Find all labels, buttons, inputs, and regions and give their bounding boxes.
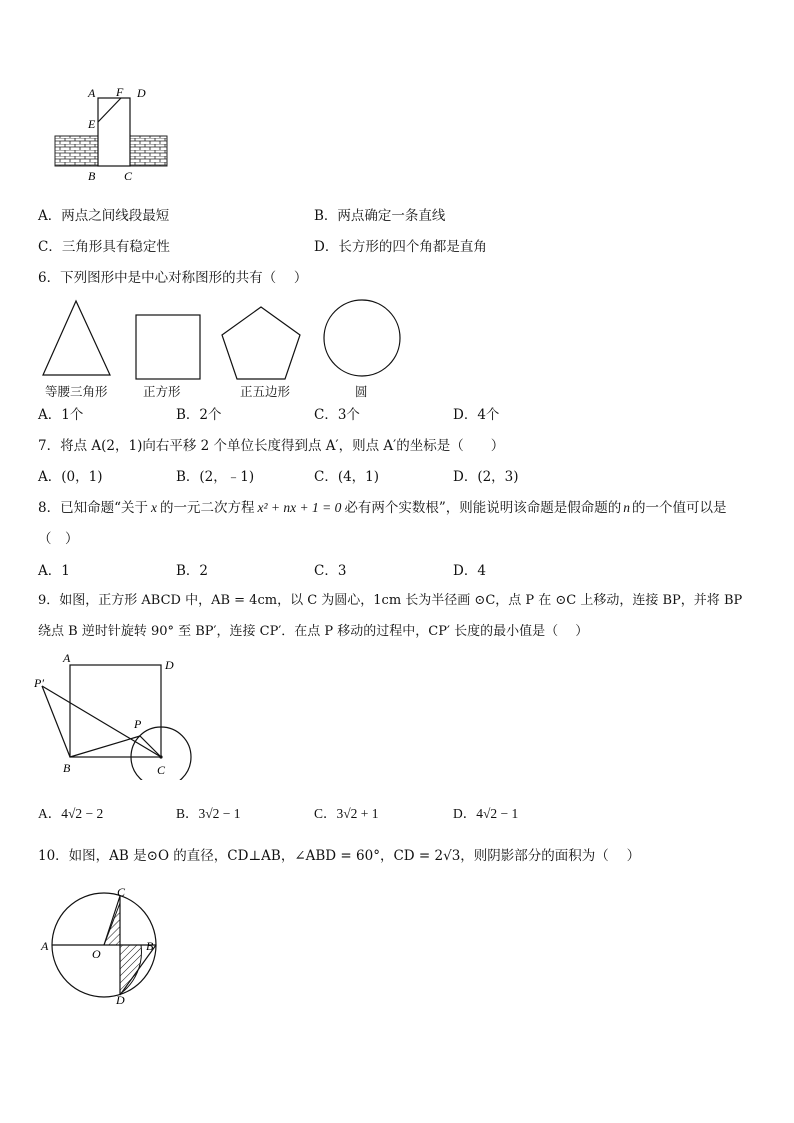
q7-stem: 7．将点 A(2，1)向右平移 2 个单位长度得到点 A′，则点 A′的坐标是（ ） [38, 438, 505, 454]
label-a: A [88, 86, 96, 100]
q9-option-c: C．3√2 + 1 [314, 806, 379, 821]
label-b: B [146, 939, 154, 953]
segment-p-prime-c [42, 686, 161, 757]
label-circle: 圆 [355, 384, 368, 399]
label-f: F [116, 85, 124, 99]
isosceles-triangle-shape [43, 301, 110, 375]
q6-option-c: C．3个 [314, 407, 360, 423]
door-rectangle [98, 98, 130, 166]
q8-option-d: D．4 [453, 563, 486, 579]
q5-option-c: C．三角形具有稳定性 [38, 239, 170, 255]
label-p: P [134, 717, 142, 731]
q9-option-b: B．3√2 − 1 [176, 806, 241, 821]
label-e: E [88, 117, 96, 131]
label-c: C [157, 763, 166, 777]
q5-option-b: B．两点确定一条直线 [314, 208, 446, 224]
q9-option-d: D．4√2 − 1 [453, 806, 519, 821]
q5-option-d: D．长方形的四个角都是直角 [314, 239, 487, 255]
pentagon-shape [222, 307, 300, 379]
label-b: B [88, 169, 96, 183]
label-a: A [63, 651, 71, 665]
brick-wall-right [130, 136, 167, 166]
label-p-prime: P′ [34, 676, 44, 690]
q7-option-c: C．(4，1) [314, 469, 380, 485]
q8-stem-part4: 的一个值可以是 [632, 500, 727, 516]
q10-figure [38, 888, 168, 1006]
q8-option-b: B．2 [176, 563, 209, 579]
label-d: D [165, 658, 174, 672]
brick-wall-left [55, 136, 98, 166]
q5-figure [50, 84, 180, 188]
point-c-dot [159, 755, 162, 758]
q9-figure [30, 650, 200, 780]
q8-stem-part3: 必有两个实数根”，则能说明该命题是假命题的 [344, 500, 622, 516]
q5-option-a: A．两点之间线段最短 [38, 208, 170, 224]
q8-option-a: A．1 [38, 563, 70, 579]
label-d: D [116, 993, 125, 1006]
label-square: 正方形 [143, 384, 181, 399]
q6-option-a: A．1个 [38, 407, 84, 423]
label-pentagon: 正五边形 [240, 384, 291, 399]
label-o: O [92, 947, 101, 961]
q10-stem: 10．如图，AB 是⊙O 的直径，CD⊥AB，∠ABD = 60°，CD = 2√3，则阴影部分的面积为（ ） [38, 848, 641, 864]
q8-equation: x² + nx + 1 = 0 [257, 500, 342, 515]
label-d: D [137, 86, 146, 100]
label-a: A [41, 939, 49, 953]
segment-bp-prime [42, 686, 70, 757]
q8-stem-line1 [38, 500, 727, 516]
q9-stem-line1: 9．如图，正方形 ABCD 中，AB = 4cm，以 C 为圆心，1cm 长为半径画 ⊙C，点 P 在 ⊙C 上移动，连接 BP，并将 BP [38, 593, 743, 608]
square-shape [136, 315, 200, 379]
q8-stem-line2: （ ） [38, 531, 79, 547]
q9-stem-line2: 绕点 B 逆时针旋转 90° 至 BP′，连接 CP′．在点 P 移动的过程中，CP′ 长度的最小值是（ ） [38, 624, 589, 639]
q6-stem: 6．下列图形中是中心对称图形的共有（ ） [38, 270, 308, 286]
q7-option-a: A．(0，1) [38, 469, 103, 485]
label-isosceles-triangle: 等腰三角形 [45, 384, 108, 399]
label-c: C [124, 169, 133, 183]
label-b: B [63, 761, 71, 775]
q6-option-b: B．2个 [176, 407, 222, 423]
q8-var-n: n [623, 500, 631, 515]
q7-option-d: D．(2，3) [453, 469, 519, 485]
q6-option-d: D．4个 [453, 407, 500, 423]
label-c: C [117, 888, 126, 899]
segment-bp [70, 736, 140, 757]
q8-var-x: x [151, 500, 157, 515]
q8-stem-part1: 8．已知命题“关于 [38, 500, 148, 516]
circle-shape [324, 300, 400, 376]
q8-option-c: C．3 [314, 563, 347, 579]
q9-option-a: A．4√2 − 2 [38, 806, 104, 821]
q7-option-b: B．(2，﹣1) [176, 469, 255, 485]
q8-stem-part2: 的一元二次方程 [160, 500, 255, 516]
